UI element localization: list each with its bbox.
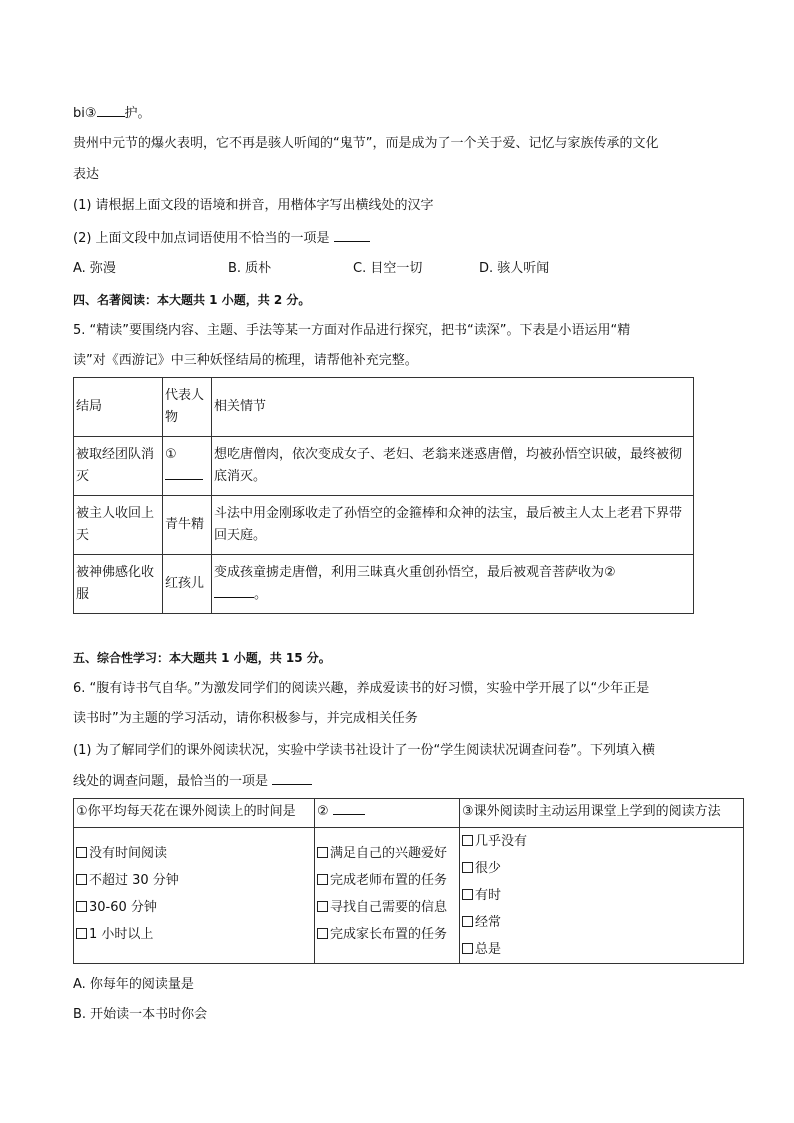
plot-cell: 斗法中用金刚琢收走了孙悟空的金箍棒和众神的法宝，最后被主人太上老君下界带回天庭。 [212,496,694,555]
checkbox[interactable] [317,901,328,912]
option-a: A. 弥漫 [73,261,116,276]
answer-blank[interactable] [214,585,254,598]
outcome-cell: 被神佛感化收服 [74,555,163,614]
question-4-1: (1) 请根据上面文段的语境和拼音，用楷体字写出横线处的汉字 [73,198,434,213]
xiyouji-table [73,377,694,614]
plot-cell: 想吃唐僧肉，依次变成女子、老妇、老翁来迷惑唐僧，均被孙悟空识破，最终被彻底消灭。 [212,437,694,496]
table-header: 代表人物 [163,378,212,437]
survey-col3-options [460,828,744,964]
checkbox-option[interactable]: 寻找自己需要的信息 [317,894,457,921]
checkbox[interactable] [462,916,473,927]
answer-blank[interactable] [97,104,125,117]
table-header: 结局 [74,378,163,437]
table-row [74,437,694,496]
checkbox-option[interactable]: 没有时间阅读 [76,840,312,867]
passage-line: 表达 [73,167,100,182]
option-c: C. 目空一切 [353,261,423,276]
pinyin-label: bi③ [73,106,97,121]
checkbox[interactable] [462,835,473,846]
answer-blank[interactable] [165,467,203,480]
figure-label: ① [165,447,177,462]
pinyin-suffix: 护。 [124,106,151,121]
table-row [74,496,694,555]
pinyin-blank-line [73,104,151,123]
survey-header: ③课外阅读时主动运用课堂上学到的阅读方法 [460,799,744,828]
checkbox[interactable] [462,862,473,873]
survey-table [73,798,744,964]
checkbox[interactable] [317,847,328,858]
checkbox-option[interactable]: 完成家长布置的任务 [317,921,457,948]
question-4-2-text: (2) 上面文段中加点词语使用不恰当的一项是 [73,231,330,246]
question-6-line: 读书时”为主题的学习活动，请你积极参与，并完成相关任务 [73,711,418,726]
survey-col1-options [74,828,315,964]
survey-header-label: ② [317,804,329,819]
outcome-cell: 被取经团队消灭 [74,437,163,496]
checkbox-option[interactable]: 30-60 分钟 [76,894,312,921]
survey-header: ①你平均每天花在课外阅读上的时间是 [74,799,315,828]
checkbox-option[interactable]: 完成老师布置的任务 [317,867,457,894]
checkbox-option[interactable]: 有时 [462,882,741,909]
checkbox-option[interactable]: 1 小时以上 [76,921,312,948]
checkbox-option[interactable]: 很少 [462,855,741,882]
survey-header [315,799,460,828]
checkbox[interactable] [462,889,473,900]
checkbox-option[interactable]: 经常 [462,909,741,936]
checkbox[interactable] [76,874,87,885]
question-4-2 [73,229,370,248]
question-6-1-text: 线处的调查问题，最恰当的一项是 [73,774,269,789]
outcome-cell: 被主人收回上天 [74,496,163,555]
checkbox[interactable] [76,928,87,939]
question-6-1-line [73,772,312,791]
answer-blank[interactable] [334,229,370,242]
option-d: D. 骇人听闻 [479,261,550,276]
question-5-line: 读”对《西游记》中三种妖怪结局的梳理，请帮他补充完整。 [73,353,418,368]
table-row [74,555,694,614]
checkbox-option[interactable]: 满足自己的兴趣爱好 [317,840,457,867]
answer-blank[interactable] [272,772,312,785]
table-header: 相关情节 [212,378,694,437]
question-6-1-line: (1) 为了解同学们的课外阅读状况，实验中学读书社设计了一份“学生阅读状况调查问卷”。下列填入横 [73,743,656,758]
survey-col2-options [315,828,460,964]
plot-suffix: 。 [254,587,268,602]
section-heading: 四、名著阅读：本大题共 1 小题，共 2 分。 [73,293,311,307]
checkbox-option[interactable]: 几乎没有 [462,828,741,855]
checkbox[interactable] [317,928,328,939]
figure-cell: 红孩儿 [163,555,212,614]
figure-cell [163,437,212,496]
checkbox[interactable] [76,901,87,912]
checkbox-option[interactable]: 不超过 30 分钟 [76,867,312,894]
survey-options-row [74,828,744,964]
option-b: B. 质朴 [228,261,272,276]
checkbox-option[interactable]: 总是 [462,936,741,963]
table-header-row [74,378,694,437]
choice-a: A. 你每年的阅读量是 [73,977,194,992]
checkbox[interactable] [462,943,473,954]
choice-b: B. 开始读一本书时你会 [73,1007,208,1022]
checkbox[interactable] [76,847,87,858]
question-5-line: 5. “精读”要围绕内容、主题、手法等某一方面对作品进行探究，把书“读深”。下表是小语运用“精 [73,323,631,338]
question-6-line: 6. “腹有诗书气自华。”为激发同学们的阅读兴趣，养成爱读书的好习惯，实验中学开展了以“少年正是 [73,681,650,696]
answer-blank[interactable] [333,802,365,815]
section-heading: 五、综合性学习：本大题共 1 小题，共 15 分。 [73,651,331,665]
plot-text: 变成孩童掳走唐僧，利用三昧真火重创孙悟空，最后被观音菩萨收为② [214,565,616,580]
passage-line: 贵州中元节的爆火表明，它不再是骇人听闻的“鬼节”，而是成为了一个关于爱、记忆与家族传承的文化 [73,136,659,151]
checkbox[interactable] [317,874,328,885]
plot-cell [212,555,694,614]
figure-cell: 青牛精 [163,496,212,555]
survey-header-row [74,799,744,828]
